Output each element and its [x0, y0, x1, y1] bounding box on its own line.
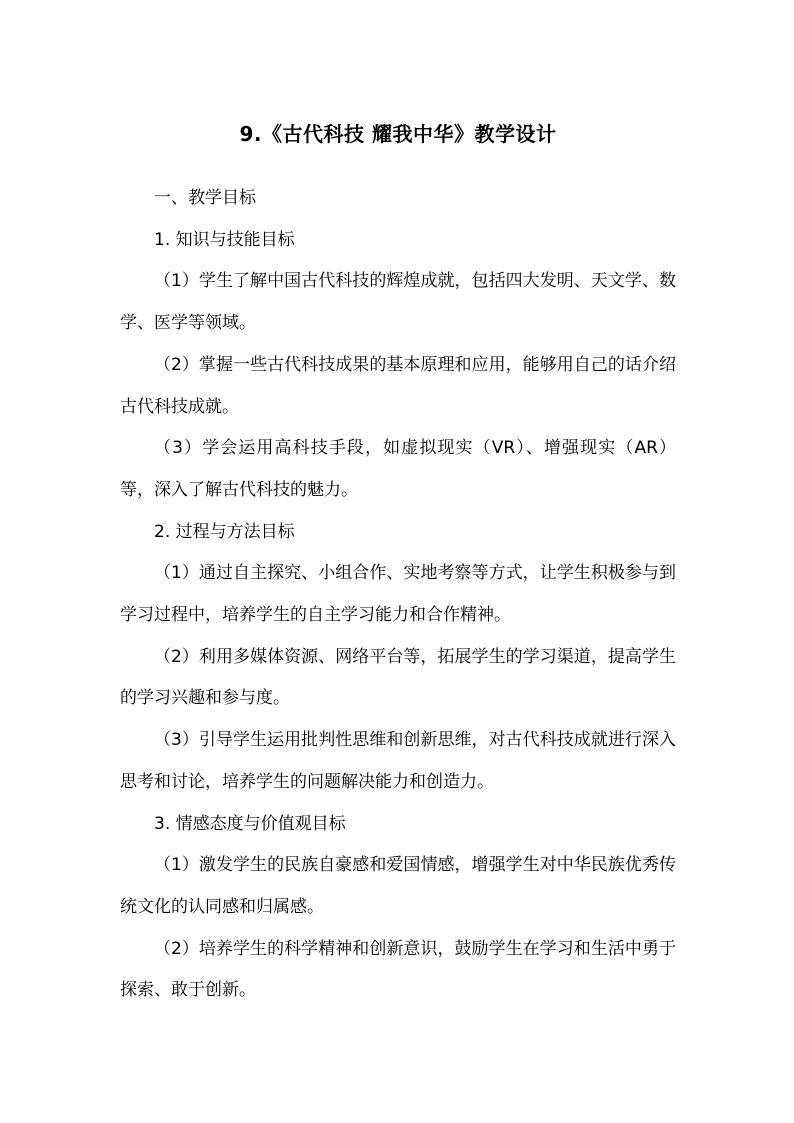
paragraph-knowledge-3: （3）学会运用高科技手段，如虚拟现实（VR）、增强现实（AR）等，深入了解古代科技的魅力。 [120, 438, 676, 500]
paragraph-process-1: （1）通过自主探究、小组合作、实地考察等方式，让学生积极参与到学习过程中，培养学生的自主学习能力和合作精神。 [120, 563, 676, 626]
document-title: 9.《古代科技 耀我中华》教学设计 [239, 122, 557, 146]
subheading-process-methods: 2. 过程与方法目标 [154, 521, 295, 542]
paragraph-process-3: （3）引导学生运用批判性思维和创新思维，对古代科技成就进行深入思考和讨论，培养学生的问题解决能力和创造力。 [120, 730, 676, 792]
subheading-knowledge-skills: 1. 知识与技能目标 [154, 229, 295, 250]
paragraph-process-2: （2）利用多媒体资源、网络平台等，拓展学生的学习渠道，提高学生的学习兴趣和参与度。 [120, 646, 676, 709]
document-page [120, 118, 676, 1012]
paragraph-attitude-2: （2）培养学生的科学精神和创新意识，鼓励学生在学习和生活中勇于探索、敢于创新。 [120, 938, 676, 1001]
paragraph-knowledge-2: （2）掌握一些古代科技成果的基本原理和应用，能够用自己的话介绍古代科技成就。 [120, 354, 676, 417]
subheading-attitude-values: 3. 情感态度与价值观目标 [154, 813, 346, 834]
paragraph-attitude-1: （1）激发学生的民族自豪感和爱国情感，增强学生对中华民族优秀传统文化的认同感和归属感。 [120, 855, 676, 917]
section-heading-objectives: 一、教学目标 [154, 188, 256, 208]
paragraph-knowledge-1: （1）学生了解中国古代科技的辉煌成就，包括四大发明、天文学、数学、医学等领域。 [120, 271, 676, 334]
